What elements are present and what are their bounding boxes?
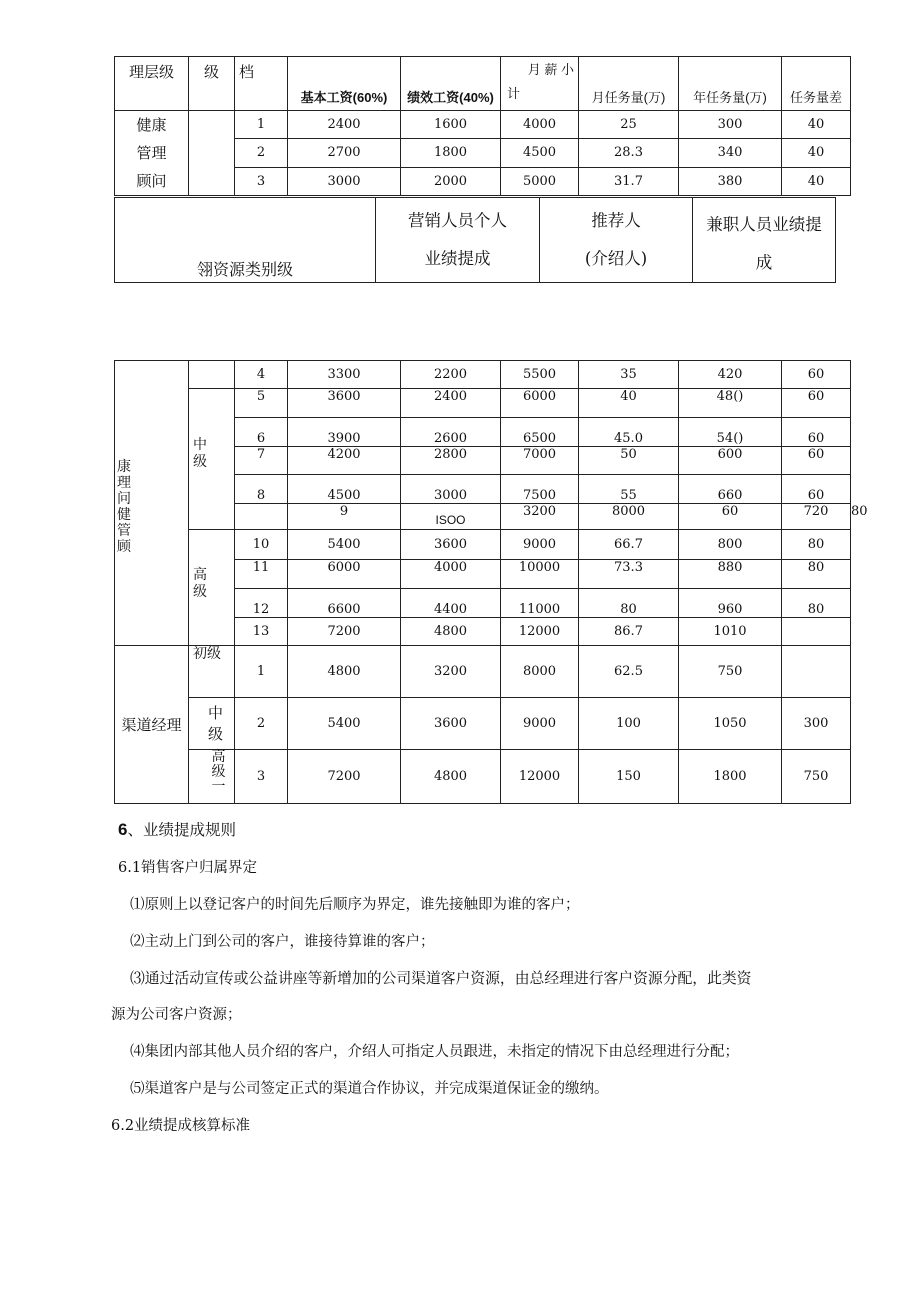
header-year-task: 年任务量(万) [679, 57, 782, 111]
grade-cell [235, 504, 288, 530]
year-task-cell: 750 [679, 646, 782, 698]
monthly-cell: 6000 [501, 389, 579, 418]
year-task-cell: 380 [679, 167, 782, 195]
perf-cell: 2600 [401, 418, 501, 447]
diff-cell: 60 [782, 475, 851, 504]
tier-cell: 2 [235, 698, 288, 750]
tier-cell: 11 [235, 560, 288, 589]
month-task-cell: 45.0 [579, 418, 679, 447]
monthly-cell: 12000 [501, 618, 579, 646]
subsection-6-2: 6.2业绩提成核算标准 [111, 1118, 251, 1134]
base-cell: 6000 [288, 560, 401, 589]
base-cell: 3900 [288, 418, 401, 447]
diff-cell: 60 [782, 447, 851, 475]
diff-cell: 80 [782, 560, 851, 589]
month-task-cell: 55 [579, 475, 679, 504]
month-task-cell: 25 [579, 111, 679, 139]
year-task-cell: 800 [679, 530, 782, 560]
subsection-6-1: 6.1销售客户归属界定 [118, 860, 258, 876]
grade-senior: 高级一 [189, 750, 235, 804]
header-base-salary: 基本工资(60%) [288, 57, 401, 111]
month-task-cell: 150 [579, 750, 679, 804]
rule-1: ⑴原则上以登记客户的时间先后顺序为界定，谁先接触即为谁的客户； [130, 897, 580, 913]
referrer-label: 推荐人 (介绍人) [540, 198, 693, 283]
table-row [115, 646, 851, 698]
base-cell: 3000 [288, 167, 401, 195]
diff-cell: 80 [782, 589, 851, 618]
tier-cell: 3 [235, 750, 288, 804]
perf-cell: 3600 [401, 698, 501, 750]
section-heading: 6、业绩提成规则 [118, 820, 236, 839]
table-row [115, 750, 851, 804]
rule-3-continued: 源为公司客户资源； [111, 1007, 242, 1023]
monthly-cell: 5000 [501, 167, 579, 195]
header-tier: 档 [235, 57, 288, 111]
year-task-cell: 600 [679, 447, 782, 475]
monthly-cell: 6500 [501, 418, 579, 447]
month-task-cell: 86.7 [579, 618, 679, 646]
perf-cell: 4800 [401, 750, 501, 804]
base-cell: 5400 [288, 530, 401, 560]
perf-cell: 4400 [401, 589, 501, 618]
tier-cell: 6 [235, 418, 288, 447]
month-task-cell: 100 [579, 698, 679, 750]
monthly-cell: 7000 [501, 447, 579, 475]
header-grade: 级 [189, 57, 235, 111]
base-cell: 4200 [288, 447, 401, 475]
salary-table-top [114, 56, 851, 196]
perf-cell: 3200 [401, 646, 501, 698]
tier-cell: 9 [288, 504, 401, 530]
month-task-cell: 62.5 [579, 646, 679, 698]
year-task-cell: 660 [679, 475, 782, 504]
perf-cell: 2800 [401, 447, 501, 475]
diff-cell: 40 [782, 139, 851, 167]
perf-cell: 1600 [401, 111, 501, 139]
grade-cell [189, 111, 235, 196]
month-task-cell: 80 [579, 589, 679, 618]
year-task-cell: 880 [679, 560, 782, 589]
month-task-cell: 31.7 [579, 167, 679, 195]
rule-2: ⑵主动上门到公司的客户，谁接待算谁的客户； [130, 934, 435, 950]
base-cell: 3600 [288, 389, 401, 418]
month-task-cell: 40 [579, 389, 679, 418]
tier-cell: 4 [235, 361, 288, 389]
role-health-consultant: 康 理 问 健 管 顾 [115, 361, 189, 646]
table-row [115, 389, 851, 418]
month-task-cell: 35 [579, 361, 679, 389]
year-task-cell: 1050 [679, 698, 782, 750]
monthly-cell: 9000 [501, 698, 579, 750]
tier-cell: 1 [235, 111, 288, 139]
monthly-cell: 4500 [501, 139, 579, 167]
monthly-cell: 8000 [501, 646, 579, 698]
table-header-row [115, 57, 851, 111]
base-cell: 2700 [288, 139, 401, 167]
year-task-cell: 300 [679, 111, 782, 139]
commission-header-table [114, 197, 836, 283]
resource-category-label: 翎资源类别级 [115, 198, 376, 283]
table-row [115, 361, 851, 389]
base-cell: 4500 [288, 475, 401, 504]
base-cell: 4800 [288, 646, 401, 698]
base-cell: 7200 [288, 750, 401, 804]
rule-3: ⑶通过活动宣传或公益讲座等新增加的公司渠道客户资源，由总经理进行客户资源分配，此类资 [130, 970, 752, 987]
salary-table-main [114, 360, 868, 804]
rule-4: ⑷集团内部其他人员介绍的客户，介绍人可指定人员跟进，未指定的情况下由总经理进行分配； [130, 1044, 739, 1060]
header-month-task: 月任务量(万) [579, 57, 679, 111]
table-row [115, 530, 851, 560]
grade-high-label: 高 级 [189, 530, 235, 646]
grade-cell [189, 361, 235, 389]
diff-cell: 300 [782, 698, 851, 750]
monthly-cell: 10000 [501, 560, 579, 589]
table-row [115, 111, 851, 139]
perf-cell: 2200 [401, 361, 501, 389]
monthly-cell: 12000 [501, 750, 579, 804]
role-health-consultant: 健康 管理 顾问 [115, 111, 189, 196]
monthly-cell: 11000 [501, 589, 579, 618]
year-task-cell: 48() [679, 389, 782, 418]
perf-cell: 3600 [401, 530, 501, 560]
base-cell: 2400 [288, 111, 401, 139]
year-task-cell: 960 [679, 589, 782, 618]
diff-cell [782, 618, 851, 646]
year-task-cell: 54() [679, 418, 782, 447]
monthly-cell: 5500 [501, 361, 579, 389]
base-cell: 6600 [288, 589, 401, 618]
diff-cell: 750 [782, 750, 851, 804]
tier-cell: 8 [235, 475, 288, 504]
table-row [115, 698, 851, 750]
header-task-diff: 任务量差 [782, 57, 851, 111]
base-cell: 3300 [288, 361, 401, 389]
monthly-cell: 8000 [579, 504, 679, 530]
base-cell: ISOO [401, 504, 501, 530]
tier-cell: 2 [235, 139, 288, 167]
grade-mid: 中级 [189, 698, 235, 750]
tier-cell: 13 [235, 618, 288, 646]
perf-cell: 3200 [501, 504, 579, 530]
month-task-cell: 60 [679, 504, 782, 530]
rule-5: ⑸渠道客户是与公司签定正式的渠道合作协议，并完成渠道保证金的缴纳。 [130, 1081, 609, 1097]
tier-cell: 5 [235, 389, 288, 418]
diff-cell: 60 [782, 361, 851, 389]
tier-cell: 12 [235, 589, 288, 618]
part-time-commission-label: 兼职人员业绩提 成 [693, 198, 836, 283]
tier-cell: 7 [235, 447, 288, 475]
tier-cell: 3 [235, 167, 288, 195]
header-performance-salary: 绩效工资(40%) [401, 57, 501, 111]
month-task-cell: 73.3 [579, 560, 679, 589]
perf-cell: 1800 [401, 139, 501, 167]
diff-cell [782, 646, 851, 698]
perf-cell: 2000 [401, 167, 501, 195]
year-task-cell: 1800 [679, 750, 782, 804]
personal-commission-label: 营销人员个人 业绩提成 [376, 198, 540, 283]
diff-cell: 40 [782, 167, 851, 195]
tier-cell: 10 [235, 530, 288, 560]
role-channel-manager: 渠道经理 [115, 646, 189, 804]
year-task-cell: 420 [679, 361, 782, 389]
perf-cell: 4000 [401, 560, 501, 589]
base-cell: 5400 [288, 698, 401, 750]
month-task-cell: 50 [579, 447, 679, 475]
diff-cell: 60 [782, 389, 851, 418]
grade-junior: 初级 [189, 646, 235, 698]
monthly-cell: 9000 [501, 530, 579, 560]
year-task-cell: 1010 [679, 618, 782, 646]
month-task-cell: 66.7 [579, 530, 679, 560]
tier-cell: 1 [235, 646, 288, 698]
year-task-cell: 340 [679, 139, 782, 167]
base-cell: 7200 [288, 618, 401, 646]
header-monthly-total: 月 薪 小 计 [501, 57, 579, 111]
diff-cell: 40 [782, 111, 851, 139]
perf-cell: 4800 [401, 618, 501, 646]
month-task-cell: 28.3 [579, 139, 679, 167]
year-task-cell: 720 [782, 504, 851, 530]
diff-cell: 60 [782, 418, 851, 447]
perf-cell: 3000 [401, 475, 501, 504]
perf-cell: 2400 [401, 389, 501, 418]
table-row: 9 ISOO 3200 8000 60 720 80 [115, 504, 851, 530]
monthly-cell: 7500 [501, 475, 579, 504]
monthly-cell: 4000 [501, 111, 579, 139]
grade-mid-label: 中 级 [189, 389, 235, 530]
diff-cell: 80 [782, 530, 851, 560]
header-level: 理层级 [115, 57, 189, 111]
